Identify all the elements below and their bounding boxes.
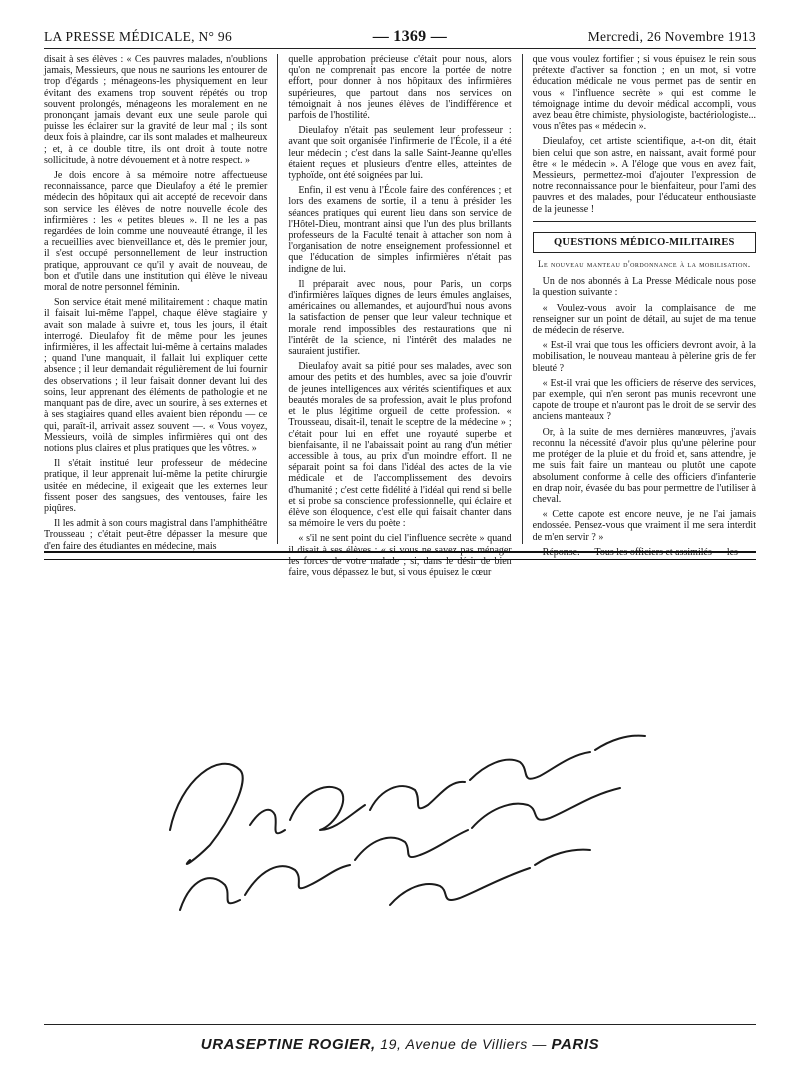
paragraph: Dieulafoy n'était pas seulement leur professeur : avant que soit organisée l'infirmerie de l'École, il a été leur médecin ; c'est dans la salle Saint-Jeanne qu'elles étaient reçues et plusieurs d'entre elles, atteintes de typhoïde, ont été soignées par lui. — [288, 125, 512, 182]
article-columns — [44, 54, 756, 578]
page-header — [44, 26, 756, 48]
paragraph: « s'il ne sent point du ciel l'influence secrète » quand il disait à ses élèves : « si vous ne savez pas ménager les forces de votre malade ; si, dans le désir de bien faire, vous dépassez le but, si vous épuisez le cœur — [288, 533, 512, 578]
paragraph: Or, à la suite de mes dernières manœuvres, j'avais reconnu la nécessité d'avoir plus qu'une pèlerine pour me protéger de la pluie et du froid et, sans attendre, je me suis fait faire un manteau ou plutôt une capote absolument conforme à celle des officiers d'infanterie en drap noir, évasée du bas pour permettre de l'utiliser à cheval. — [532, 426, 756, 505]
section-subheading: Le nouveau manteau d'ordonnance à la mobilisation. — [538, 259, 751, 270]
advertisement-text: L'Uraseptine est le spécifique des affections vésico-rénales — [151, 711, 181, 712]
paragraph: que vous voulez fortifier ; si vous épuisez le rein sous prétexte d'activer sa fonction ; en un mot, si votre éducation médicale ne vous permet pas de sentir en vous « l'influence secrète » qui est comme le témoignage intime du devoir médical accompli, vous avez beau être chimiste, physiologiste, bactériologiste... vous n'êtes pas « médecin ». — [532, 54, 756, 133]
brand-address: 19, Avenue de Villiers — — [375, 1036, 552, 1052]
issue-date: Mercredi, 26 Novembre 1913 — [587, 29, 756, 44]
column-3 — [532, 54, 756, 558]
column-1 — [44, 54, 268, 552]
paragraph: « Est-il vrai que les officiers de réserve des services, par exemple, qui n'en seront pas munis recevront une capote de troupe et n'auront pas le droit de se servir des anciens manteaux ? — [532, 377, 756, 423]
journal-title: LA PRESSE MÉDICALE, N° 96 — [44, 29, 233, 44]
paragraph: Il les admit à son cours magistral dans l'amphithéâtre Trousseau ; c'était peut-être dépasser la mesure que d'en faire des étudiantes en médecine, mais — [44, 518, 268, 552]
footer-rule — [44, 1024, 756, 1025]
paragraph: Dieulafoy, cet artiste scientifique, a-t-on dit, était bien celui que son astre, en naissant, avait formé pour être « le médecin ». A l'éloge que vous en avez fait, Messieurs, permettez-moi d'ajouter l'expression de notre reconnaissance pour le bienfaiteur, pour l'ami des pauvres et des malades, pour l'éducateur enthousiaste de la jeunesse ! — [532, 136, 756, 215]
section-double-rule — [44, 551, 756, 560]
paragraph: « Est-il vrai que tous les officiers devront avoir, à la mobilisation, le nouveau manteau à pèlerine gris de fer bleuté ? — [532, 340, 756, 374]
section-rule — [533, 221, 756, 222]
brand-name: URASEPTINE ROGIER, — [200, 1036, 376, 1053]
column-divider — [277, 54, 278, 544]
paragraph: Il préparait avec nous, pour Paris, un corps d'infirmières laïques dignes de leurs émules anglaises, américaines ou allemandes, et aujourd'hui nous avons la satisfaction de penser que leur valeur technique et morale rend impossibles des restaurations que ni l'intérêt de la science, ni l'intérêt des malades ne sauraient justifier. — [288, 278, 512, 358]
handwritten-advertisement — [150, 710, 670, 950]
paragraph: quelle approbation précieuse c'était pour nous, alors qu'on ne comprenait pas encore la portée de notre effort, pour donner à nos hôpitaux des infirmières supérieures, que partout dans nos services on témoignait à nos jeunes élèves de l'indifférence et parfois de l'hostilité. — [288, 54, 512, 122]
page-number: — 1369 — — [372, 28, 448, 45]
paragraph: disait à ses élèves : « Ces pauvres malades, n'oublions jamais, Messieurs, que nous ne saurions les entourer de trop d'égards ; ménageons-les physiquement en leur évitant des examens trop souvent répétés ou trop souvent prolongés, ménageons les moralement en ne prononçant jamais devant eux une seule parole qui puisse les éclairer sur la gravité de leur mal ; ils sont deux fois à plaindre, car ils sont malades et malheureux ; et, à ce double titre, ils ont droit à toute notre sollicitude, à notre dévouement et à notre respect. » — [44, 54, 268, 166]
section-heading-box: QUESTIONS MÉDICO-MILITAIRES — [533, 232, 756, 253]
paragraph: Je dois encore à sa mémoire notre affectueuse reconnaissance, parce que Dieulafoy a été le premier médecin des hôpitaux qui ait accepté de recevoir dans son service les élèves de notre nouvelle école des infirmières : les « petites bleues ». Il ne les a pas regardées de loin comme une nouveauté étrange, il les a recueillies avec bienveillance et, dès le premier jour, il s'est occupé personnellement de leur instruction pratique, approuvant ce qu'il y avait de nouveau, de bon et d'utile dans une institution qui élève le niveau moral de notre personnel féminin. — [44, 170, 268, 294]
paragraph: Réponse. — Tous les officiers et assimilés — les — [542, 546, 738, 558]
paragraph: « Voulez-vous avoir la complaisance de me renseigner sur un point de détail, au sujet de ma tenue de médecin de réserve. — [532, 302, 756, 337]
paragraph: Enfin, il est venu à l'École faire des conférences ; et lors des examens de sortie, il a tenu à présider les séances pratiques qui eurent lieu dans son service de l'Hôtel-Dieu, montrant ainsi que l'un des plus brillants professeurs de la Faculté tenait à attacher son nom à l'organisation de notre enseignement professionnel et que l'éducation de simples infirmières n'était pas indigne de lui. — [288, 185, 512, 275]
paragraph: Un de nos abonnés à La Presse Médicale nous pose la question suivante : — [532, 276, 756, 299]
paragraph: Dieulafoy avait sa pitié pour ses malades, avec son amour des petits et des humbles, avec sa joie d'ouvrir de jeunes intelligences aux vérités scientifiques et aux beautés morales de sa profession, avait le plus profond et le plus légitime orgueil de cette profession. « Trousseau, disait-il, tenait le sceptre de la médecine » ; c'était pour lui en effet une royauté superbe et bienfaisante, il ne l'abaissait point au rang d'un métier accessible à tous, au prix d'un moindre effort. Il ne séparait point sa foi dans l'idéal des actes de la vie médicale et de l'accomplissement des devoirs d'humanité ; c'est cette fidélité à l'idéal qui rend si belle et si probe sa conscience professionnelle, qui éclaire et élève son éloquence, c'est elle qui faisait chanter dans sa mémoire le vers du poète : — [288, 361, 512, 530]
column-2 — [288, 54, 512, 578]
advertisement-footer — [0, 1036, 800, 1053]
paragraph: Son service était mené militairement : chaque matin il faisait lui-même l'appel, chaque élève stagiaire y avait son malade à suivre et, tous les jours, il était interrogé. Dieulafoy fit de même pour les jeunes infirmières, il les affectait lui-même à certains malades ; quand l'une manquait, il fallait lui expliquer cette absence ; il leur demandait régulièrement de lui fournir des observations ; il leur faisait donner devant lui des soins, leur apprenant des éléments de pathologie et ne manquant pas de dire, avec un sourire, à ses externes et à ses stagiaires quand elles avaient bien répondu — ce qui, paraît-il, arrivait assez souvent —. « Vous voyez, Messieurs, voilà de simples infirmières qui ont des notions plus claires et plus pratiques que les vôtres. » — [44, 297, 268, 454]
paragraph: « Cette capote est encore neuve, je ne l'ai jamais endossée. Pensez-vous que vraiment il me sera interdit de m'en servir ? » — [532, 509, 756, 543]
column-divider — [522, 54, 523, 544]
paragraph: Il s'était institué leur professeur de médecine pratique, il leur apprenait lui-même la petite chirurgie usitée en médecine, il exigeait que les externes leur fissent poser des sangsues, des ventouses, faire les piqûres. — [44, 458, 268, 514]
brand-city: PARIS — [551, 1036, 600, 1053]
header-rule — [44, 48, 756, 49]
